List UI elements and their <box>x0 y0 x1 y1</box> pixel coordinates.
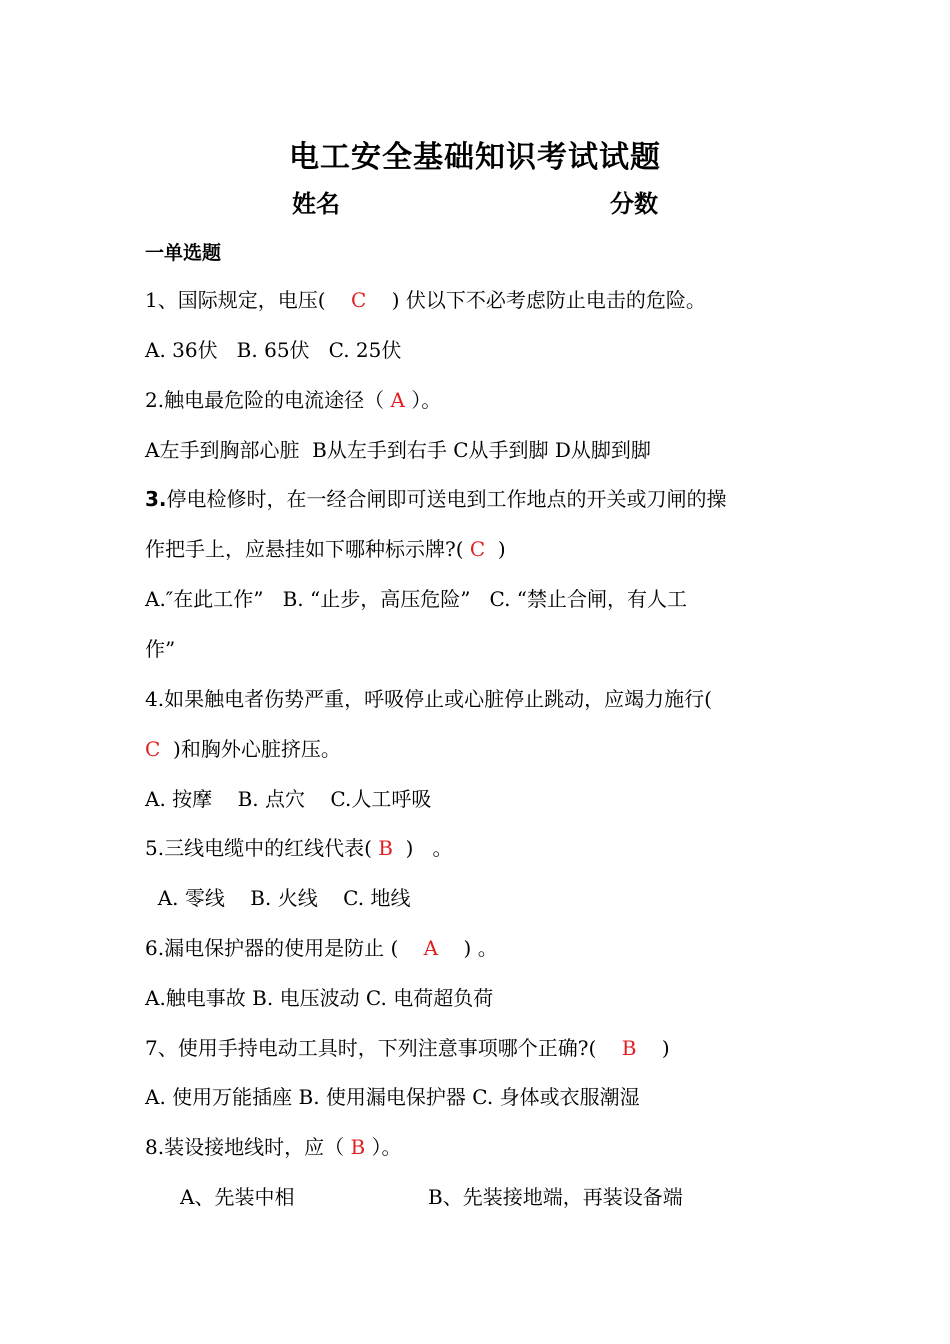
question-3: 3.停电检修时，在一经合闸即可送电到工作地点的开关或刀闸的操 <box>145 487 727 511</box>
answer-5: B <box>378 836 393 860</box>
score-label: 分数 <box>610 190 658 218</box>
question-1-options: A. 36伏 B. 65伏 C. 25伏 <box>145 338 402 362</box>
question-4-cont: C )和胸外心脏挤压。 <box>145 737 341 761</box>
section-title: 一单选题 <box>145 242 222 264</box>
question-6-options: A.触电事故 B. 电压波动 C. 电荷超负荷 <box>145 986 494 1010</box>
question-8-option-b: B、先装接地端，再装设备端 <box>428 1185 683 1209</box>
question-7: 7、使用手持电动工具时，下列注意事项哪个正确?( B ) <box>145 1036 670 1060</box>
question-3-options: A.″在此工作” B. “止步，高压危险” C. “禁止合闸，有人工 <box>145 587 688 611</box>
page-title: 电工安全基础知识考试试题 <box>289 140 661 175</box>
question-4: 4.如果触电者伤势严重，呼吸停止或心脏停止跳动，应竭力施行( <box>145 687 712 711</box>
question-8-option-a: A、先装中相 <box>180 1185 295 1209</box>
question-4-options: A. 按摩 B. 点穴 C.人工呼吸 <box>145 787 432 811</box>
question-5: 5.三线电缆中的红线代表( B ) 。 <box>145 836 453 860</box>
question-5-options: A. 零线 B. 火线 C. 地线 <box>145 886 411 910</box>
answer-3: C <box>469 537 486 561</box>
answer-7: B <box>621 1036 637 1060</box>
answer-4: C <box>145 737 161 761</box>
question-8: 8.装设接地线时，应（ B ）。 <box>145 1135 402 1159</box>
question-7-options: A. 使用万能插座 B. 使用漏电保护器 C. 身体或衣服潮湿 <box>145 1085 640 1109</box>
question-6: 6.漏电保护器的使用是防止 ( A ) 。 <box>145 936 498 960</box>
question-3-options-cont: 作” <box>145 637 176 661</box>
name-label: 姓名 <box>292 190 340 218</box>
question-2: 2.触电最危险的电流途径（ A ）。 <box>145 388 442 412</box>
answer-2: A <box>390 388 405 412</box>
question-2-options: A左手到胸部心脏 B从左手到右手 C从手到脚 D从脚到脚 <box>145 438 651 462</box>
answer-6: A <box>423 936 439 960</box>
question-1: 1、国际规定，电压( C ) 伏以下不必考虑防止电击的危险。 <box>145 288 706 312</box>
answer-8: B <box>350 1135 366 1159</box>
question-3-cont: 作把手上，应悬挂如下哪种标示牌?( C ) <box>145 537 506 561</box>
answer-1: C <box>350 288 367 312</box>
